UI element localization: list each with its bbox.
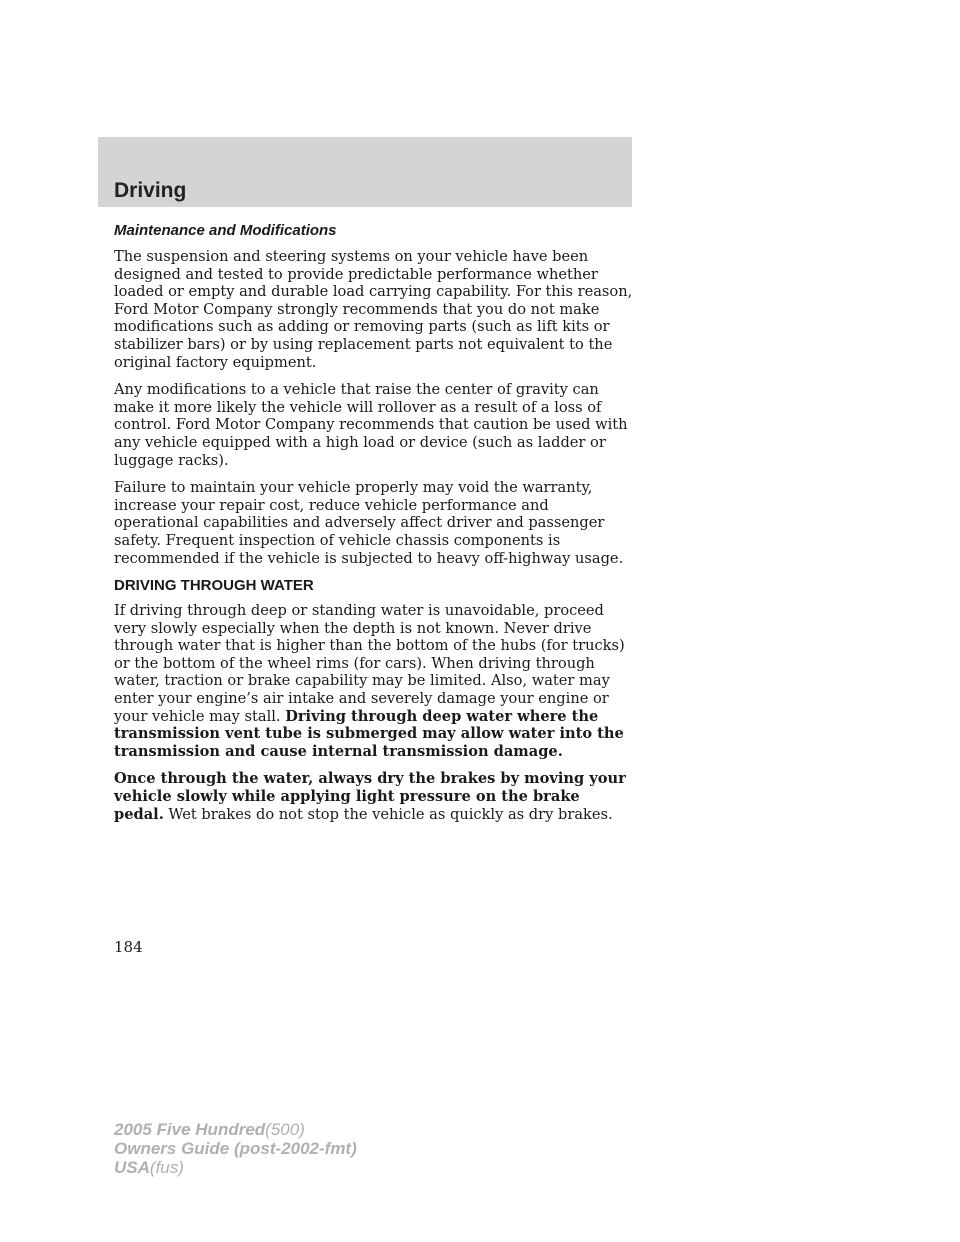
water-heading: DRIVING THROUGH WATER (114, 577, 314, 595)
water-paragraph-2-warning: Once through the water, always dry the brakes by moving your vehicle slowly while applying light pressure on the brake pedal. (114, 770, 626, 823)
water-paragraph-1-warning: Driving through deep water where the transmission vent tube is submerged may allow water into the transmission and cause internal transmission damage. (114, 707, 624, 760)
page-content (114, 222, 634, 823)
section-title: Driving (114, 179, 187, 202)
footer-line-3 (114, 1158, 357, 1177)
footer-model-code: (500) (265, 1120, 305, 1139)
footer-market-code: (fus) (149, 1158, 184, 1177)
maintenance-paragraph-1: The suspension and steering systems on your vehicle have been designed and tested to provide predictable performance whether loaded or empty and durable load carrying capability. For this reason, Ford Motor Company strongly recommends that you do not make modifications such as adding or removing parts (such as lift kits or stabilizer bars) or by using replacement parts not equivalent to the original factory equipment. (114, 248, 633, 371)
page-number: 184 (114, 938, 143, 956)
maintenance-heading: Maintenance and Modifications (114, 222, 337, 239)
footer-guide-format: Owners Guide (post-2002-fmt) (114, 1139, 357, 1158)
footer-line-2 (114, 1139, 357, 1158)
maintenance-paragraph-2: Any modifications to a vehicle that raise the center of gravity can make it more likely the vehicle will rollover as a result of a loss of control. Ford Motor Company recommends that caution be used with any vehicle equipped with a high load or device (such as ladder or luggage racks). (114, 381, 628, 469)
water-paragraph-2-text: Wet brakes do not stop the vehicle as quickly as dry brakes. (168, 805, 613, 823)
maintenance-paragraph-3: Failure to maintain your vehicle properly may void the warranty, increase your repair cost, reduce vehicle performance and operational capabilities and adversely affect driver and passenger safety. Frequent inspection of vehicle chassis components is recommended if the vehicle is subjected to heavy off-highway usage. (114, 479, 624, 567)
document-footer (114, 1120, 357, 1177)
footer-line-1 (114, 1120, 357, 1139)
water-paragraph-1 (114, 602, 634, 760)
section-header-band (98, 137, 632, 207)
water-paragraph-1-text: If driving through deep or standing water is unavoidable, proceed very slowly especially when the depth is not known. Never drive through water that is higher than the bottom of the hubs (for trucks) or the bottom of the wheel rims (for cars). When driving through water, traction or brake capability may be limited. Also, water may enter your engine’s air intake and severely damage your engine or your vehicle may stall. (114, 602, 625, 725)
water-paragraph-2 (114, 770, 634, 823)
footer-market: USA (114, 1158, 150, 1177)
footer-model: 2005 Five Hundred (114, 1120, 266, 1139)
